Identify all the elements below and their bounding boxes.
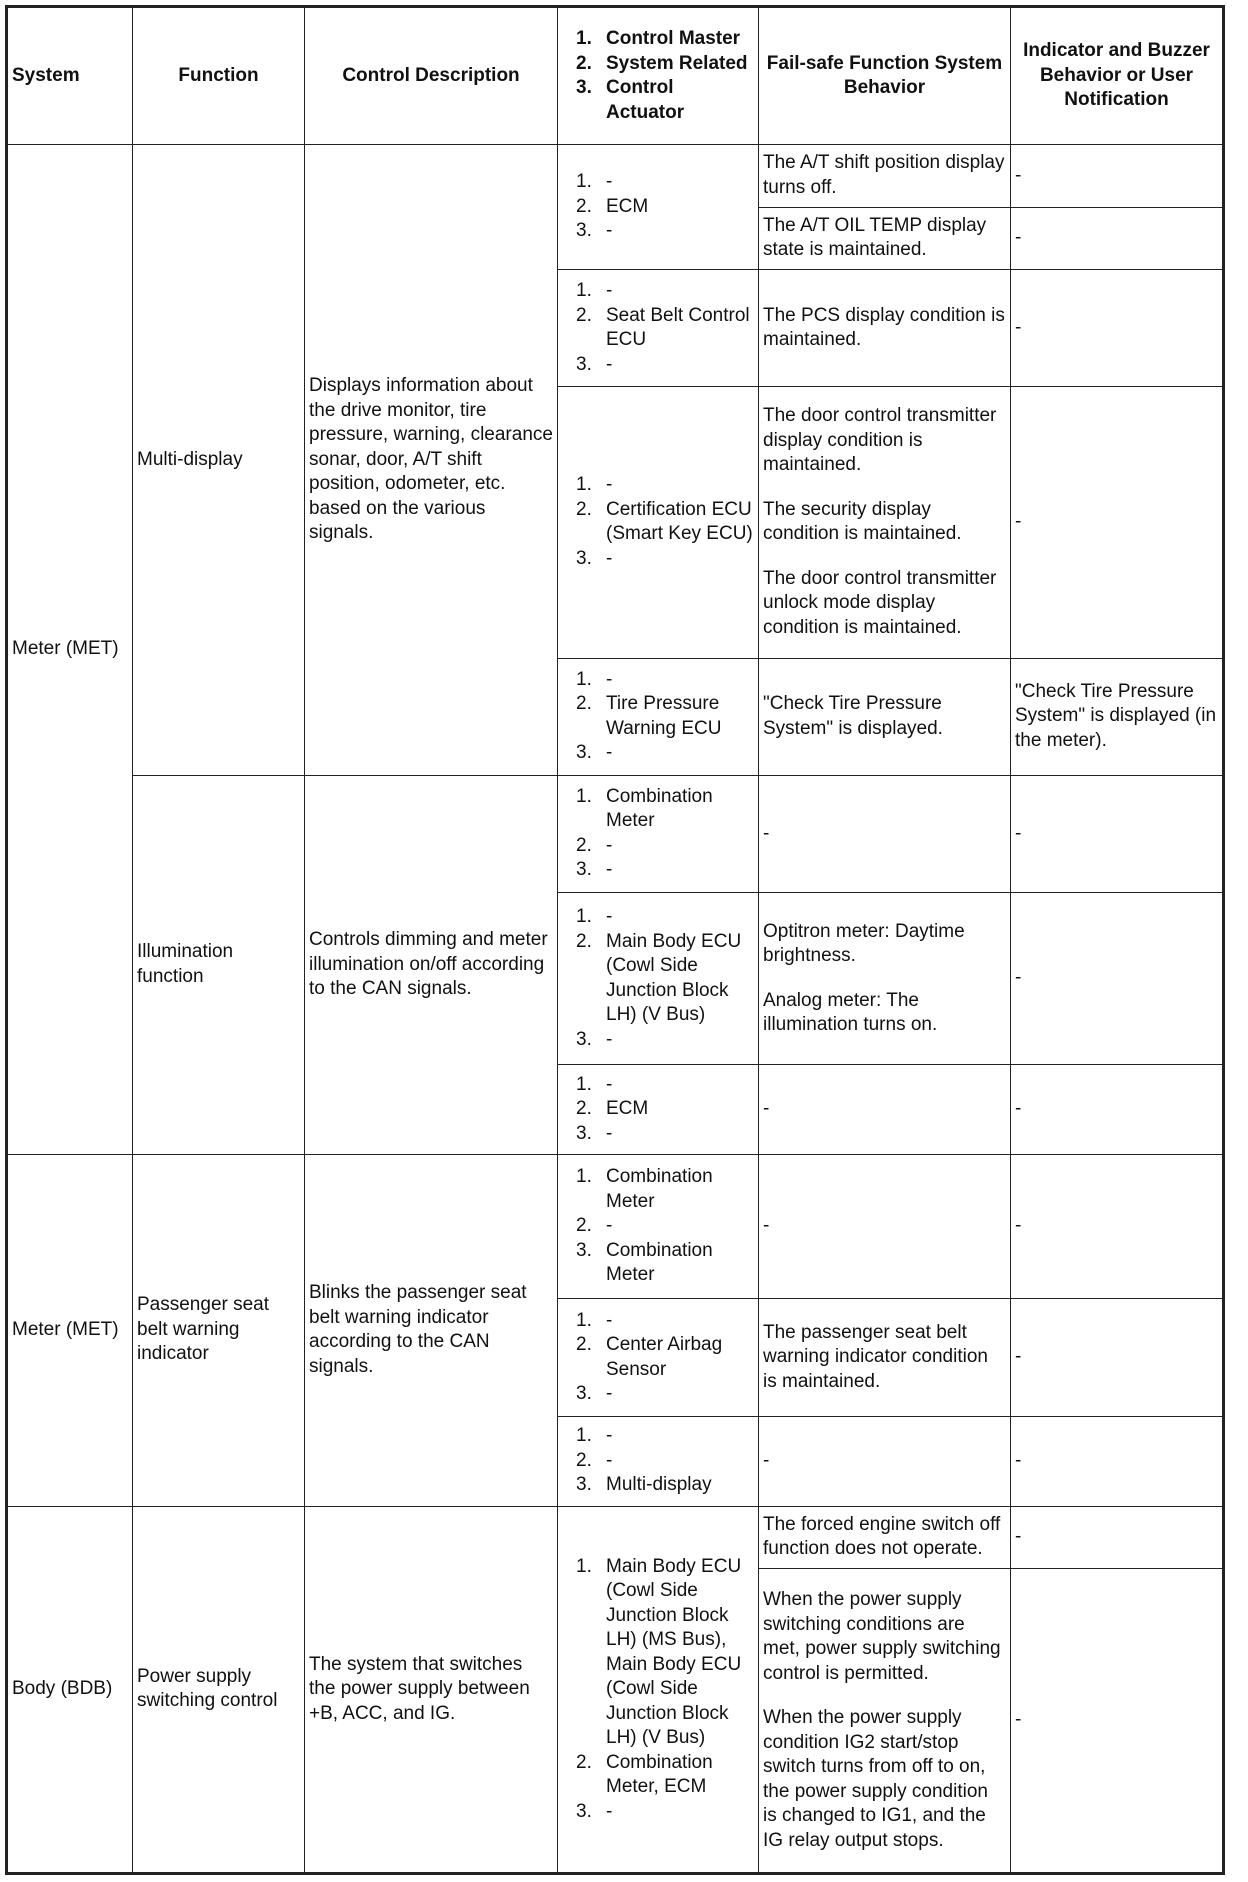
indicator-cell: - [1011,1416,1224,1506]
failsafe-cell [759,1154,1011,1299]
related-cell [558,1154,759,1299]
failsafe-paragraph: "Check Tire Pressure System" is displayed. [763,693,943,739]
function-cell: Illumination function [133,775,305,1154]
related-item: 1. - [576,1309,613,1331]
fail-safe-table-page [5,5,1222,1875]
related-item: 3. - [576,859,613,881]
related-item-text: - [606,280,613,302]
related-item-text: ECM [606,195,649,217]
fail-safe-table [5,5,1225,1875]
related-item-text: Tire Pressure Warning ECU [606,693,722,739]
header-failsafe: Fail-safe Function System Behavior [759,7,1011,145]
failsafe-paragraph: When the power supply switching conditions are met, power supply switching control is permitted. [763,1589,1001,1684]
indicator-cell: - [1011,775,1224,892]
header-system: System [7,7,133,145]
failsafe-paragraph: Analog meter: The illumination turns on. [763,989,938,1036]
related-item-text: - [606,906,613,928]
failsafe-cell [759,1569,1011,1874]
related-item: 2. Tire Pressure Warning ECU [576,693,722,739]
failsafe-paragraph: The security display condition is maintained. [763,498,962,545]
related-item-text: - [606,1309,613,1331]
related-item-text: - [606,1449,613,1471]
related-item-text: - [606,1073,613,1095]
indicator-cell: - [1011,1569,1224,1874]
related-item-text: - [606,1122,613,1144]
related-cell [558,270,759,387]
related-item: 1. - [576,1073,613,1095]
related-item-text: Combination Meter [606,1239,713,1286]
related-item: 3. - [576,353,613,375]
related-item: 1. Combination Meter [576,1166,713,1212]
failsafe-cell [759,270,1011,387]
function-cell: Multi-display [133,145,305,776]
related-item: 1. - [576,280,613,302]
related-item: 3. - [576,1122,613,1144]
related-item: 2. Seat Belt Control ECU [576,304,750,351]
indicator-cell: - [1011,1154,1224,1299]
related-item: 2. - [576,834,613,856]
related-item-text: - [606,668,613,690]
related-item: 3. - [576,1383,613,1405]
function-cell: Passenger seat belt warning indicator [133,1154,305,1506]
failsafe-cell [759,145,1011,208]
description-cell: Blinks the passenger seat belt warning indicator according to the CAN signals. [305,1154,558,1506]
related-item-text: Certification ECU (Smart Key ECU) [606,498,753,545]
related-item: 3. - [576,220,613,242]
related-item-text: - [606,220,613,242]
related-item-text: - [606,1800,613,1822]
related-list [562,1309,754,1407]
header-related-2: System Related [606,52,748,74]
related-item: 1. Main Body ECU (Cowl Side Junction Block LH) (MS Bus), Main Body ECU (Cowl Side Junction Block LH) (V Bus) [576,1555,742,1749]
function-cell: Power supply switching control [133,1506,305,1873]
failsafe-cell [759,207,1011,270]
indicator-cell: - [1011,1506,1224,1569]
related-item: 1. - [576,668,613,690]
header-function: Function [133,7,305,145]
related-item-text: ECM [606,1098,649,1120]
related-list [562,1165,754,1288]
related-item-text: - [606,547,613,569]
failsafe-cell [759,658,1011,775]
related-item: 1. - [576,906,613,928]
failsafe-cell [759,775,1011,892]
related-cell [558,893,759,1065]
failsafe-cell [759,387,1011,658]
description-cell: The system that switches the power supply between +B, ACC, and IG. [305,1506,558,1873]
indicator-cell: - [1011,387,1224,658]
related-list [562,473,754,571]
related-item-text: - [606,171,613,193]
failsafe-paragraph: - [763,1098,770,1120]
related-cell [558,145,759,270]
indicator-cell: - [1011,1299,1224,1416]
related-item-text: - [606,1425,613,1447]
related-item: 2. ECM [576,1098,649,1120]
failsafe-paragraph: The forced engine switch off function does not operate. [763,1513,1001,1560]
related-item: 3. Combination Meter [576,1239,713,1286]
indicator-cell: "Check Tire Pressure System" is displayed (in the meter). [1011,658,1224,775]
failsafe-paragraph: Optitron meter: Daytime brightness. [763,920,965,967]
related-cell [558,1299,759,1416]
indicator-cell: - [1011,145,1224,208]
related-list [562,1424,754,1498]
header-related-1: Control Master [606,28,741,49]
related-item-text: Center Airbag Sensor [606,1334,723,1380]
indicator-cell: - [1011,207,1224,270]
indicator-cell: - [1011,893,1224,1065]
related-item: 1. - [576,1425,613,1447]
description-cell: Displays information about the drive monitor, tire pressure, warning, clearance sonar, door, A/T shift position, odometer, etc. based on the various signals. [305,145,558,776]
related-item-text: - [606,474,613,496]
related-list [562,170,754,244]
header-row [7,7,1224,145]
related-item-text: Combination Meter, ECM [606,1751,713,1798]
related-list [562,1555,754,1825]
related-cell [558,387,759,658]
failsafe-cell [759,1416,1011,1506]
failsafe-paragraph: The door control transmitter display condition is maintained. [763,405,997,476]
related-item: 3. - [576,1800,613,1822]
header-control-description: Control Description [305,7,558,145]
related-item-text: Multi-display [606,1474,712,1496]
related-cell [558,1416,759,1506]
related-list [562,279,754,377]
table-row [7,145,1224,208]
failsafe-cell [759,1506,1011,1569]
related-cell [558,1506,759,1873]
failsafe-paragraph: - [763,1449,770,1471]
related-item-text: Seat Belt Control ECU [606,304,750,351]
failsafe-paragraph: The A/T OIL TEMP display state is maintained. [763,214,987,261]
related-item-text: - [606,742,613,764]
description-cell: Controls dimming and meter illumination on/off according to the CAN signals. [305,775,558,1154]
related-list [562,668,754,766]
indicator-cell: - [1011,270,1224,387]
related-item-text: Main Body ECU (Cowl Side Junction Block LH) (V Bus) [606,930,742,1026]
table-row [7,775,1224,892]
related-item-text: - [606,1383,613,1405]
related-item: 1. - [576,171,613,193]
related-item: 3. Multi-display [576,1474,712,1496]
related-cell [558,658,759,775]
failsafe-paragraph: The A/T shift position display turns off. [763,152,1005,198]
table-row [7,1506,1224,1569]
failsafe-paragraph: - [763,822,770,844]
failsafe-paragraph: The door control transmitter unlock mode display condition is maintained. [763,567,997,638]
failsafe-paragraph: - [763,1215,770,1237]
related-item-text: Combination Meter [606,1166,713,1212]
failsafe-paragraph: When the power supply condition IG2 start/stop switch turns from off to on, the power supply condition is changed to IG1, and the IG relay output stops. [763,1707,988,1851]
related-list [562,785,754,883]
header-related: 1. Control Master 2. System Related 3. Control Actuator [558,7,759,145]
failsafe-cell [759,893,1011,1065]
related-item: 3. - [576,547,613,569]
related-item: 2. Center Airbag Sensor [576,1334,723,1380]
related-item-text: - [606,1215,613,1237]
related-list [562,1073,754,1147]
failsafe-cell [759,1299,1011,1416]
related-item: 2. - [576,1449,613,1471]
related-item-text: - [606,859,613,881]
header-indicator: Indicator and Buzzer Behavior or User Notification [1011,7,1224,145]
related-item: 2. ECM [576,195,649,217]
related-item-text: - [606,1028,613,1050]
system-cell: Meter (MET) [7,1154,133,1506]
table-body [7,145,1224,1874]
related-item: 1. - [576,474,613,496]
related-item: 2. Certification ECU (Smart Key ECU) [576,498,753,545]
system-cell: Meter (MET) [7,145,133,1155]
related-item: 2. Combination Meter, ECM [576,1751,713,1798]
related-list [562,905,754,1052]
failsafe-cell [759,1064,1011,1154]
indicator-cell: - [1011,1064,1224,1154]
table-row [7,1154,1224,1299]
failsafe-paragraph: The passenger seat belt warning indicator condition is maintained. [763,1321,988,1392]
related-cell [558,775,759,892]
related-item-text: - [606,834,613,856]
related-cell [558,1064,759,1154]
system-cell: Body (BDB) [7,1506,133,1873]
related-item-text: Main Body ECU (Cowl Side Junction Block LH) (MS Bus), Main Body ECU (Cowl Side Junction Block LH) (V Bus) [606,1555,742,1749]
header-related-3: Control Actuator [606,77,685,123]
related-item: 3. - [576,1028,613,1050]
related-item-text: Combination Meter [606,785,713,832]
related-item: 3. - [576,742,613,764]
related-item: 2. - [576,1215,613,1237]
failsafe-paragraph: The PCS display condition is maintained. [763,304,1005,351]
related-item: 1. Combination Meter [576,785,713,832]
related-item-text: - [606,353,613,375]
related-item: 2. Main Body ECU (Cowl Side Junction Block LH) (V Bus) [576,930,742,1026]
